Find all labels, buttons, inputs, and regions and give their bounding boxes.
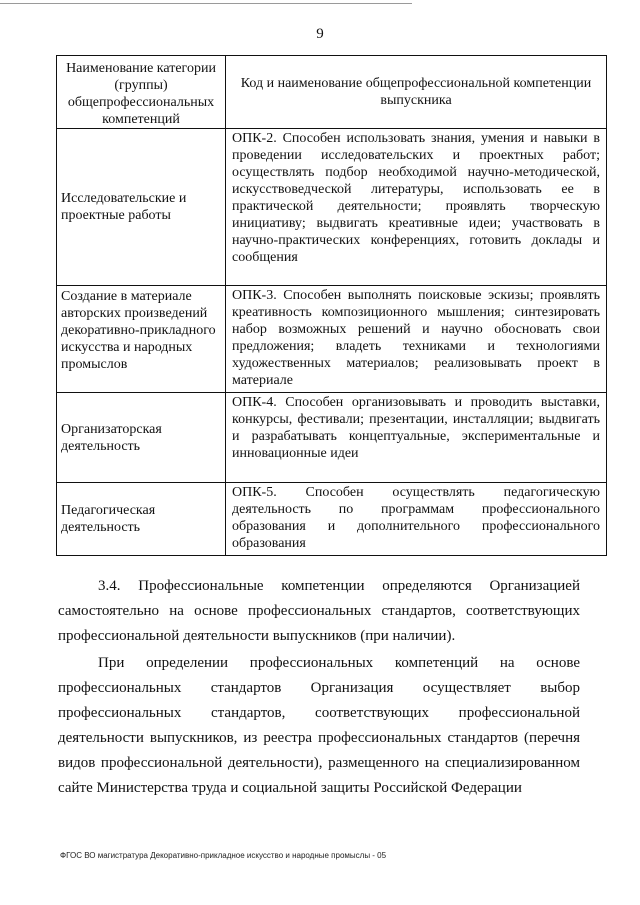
header-competence: Код и наименование общепрофессиональной компетенции выпускника [226, 56, 607, 129]
table-row [57, 393, 607, 483]
row-category: Создание в материале авторских произведений декоративно-прикладного искусства и народных промыслов [57, 286, 226, 393]
row-category: Педагогическая деятельность [57, 483, 226, 556]
row-competence: ОПК-4. Способен организовывать и проводить выставки, конкурсы, фестивали; презентации, инсталляции; выдвигать и разрабатывать концептуальные, экспериментальные и инновационные идеи [226, 393, 607, 483]
table-row [57, 286, 607, 393]
page-number: 9 [316, 26, 324, 42]
row-category: Исследовательские и проектные работы [57, 129, 226, 286]
competence-table [56, 55, 607, 556]
table-row [57, 483, 607, 556]
table-row [57, 129, 607, 286]
row-category: Организаторская деятельность [57, 393, 226, 483]
header-category: Наименование категории (группы) общепрофессиональных компетенций [57, 56, 226, 129]
page-footer: ФГОС ВО магистратура Декоративно-прикладное искусство и народные промыслы - 05 [60, 851, 387, 860]
paragraph-3-4: 3.4. Профессиональные компетенции определяются Организацией самостоятельно на основе профессиональных стандартов, соответствующих профессиональной деятельности выпускников (при наличии). [58, 578, 580, 644]
row-competence: ОПК-3. Способен выполнять поисковые эскизы; проявлять креативность композиционного мышления; синтезировать набор возможных решений и научно обосновать свои предложения; владеть техниками и технологиями художественных материалов; реализовывать проект в материале [226, 286, 607, 393]
table-header-row [57, 56, 607, 129]
paragraph-standards: При определении профессиональных компетенций на основе профессиональных стандартов Организация осуществляет выбор профессиональных стандартов, соответствующих профессиональной деятельности выпускников, из реестра профессиональных стандартов (перечня видов профессиональной деятельности), размещенного на специализированном сайте Министерства труда и социальной защиты Российской Федерации [58, 655, 580, 796]
row-competence: ОПК-5. Способен осуществлять педагогическую деятельность по программам профессионального образования и дополнительного профессионального образования [226, 483, 607, 556]
top-rule [0, 3, 412, 4]
row-competence: ОПК-2. Способен использовать знания, умения и навыки в проведении исследовательских и проектных работ; осуществлять подбор необходимой научно-методической, искусствоведческой литературы, использовать ее в практической деятельности; проявлять творческую инициативу; выдвигать креативные идеи; участвовать в научно-практических конференциях, готовить доклады и сообщения [226, 129, 607, 286]
